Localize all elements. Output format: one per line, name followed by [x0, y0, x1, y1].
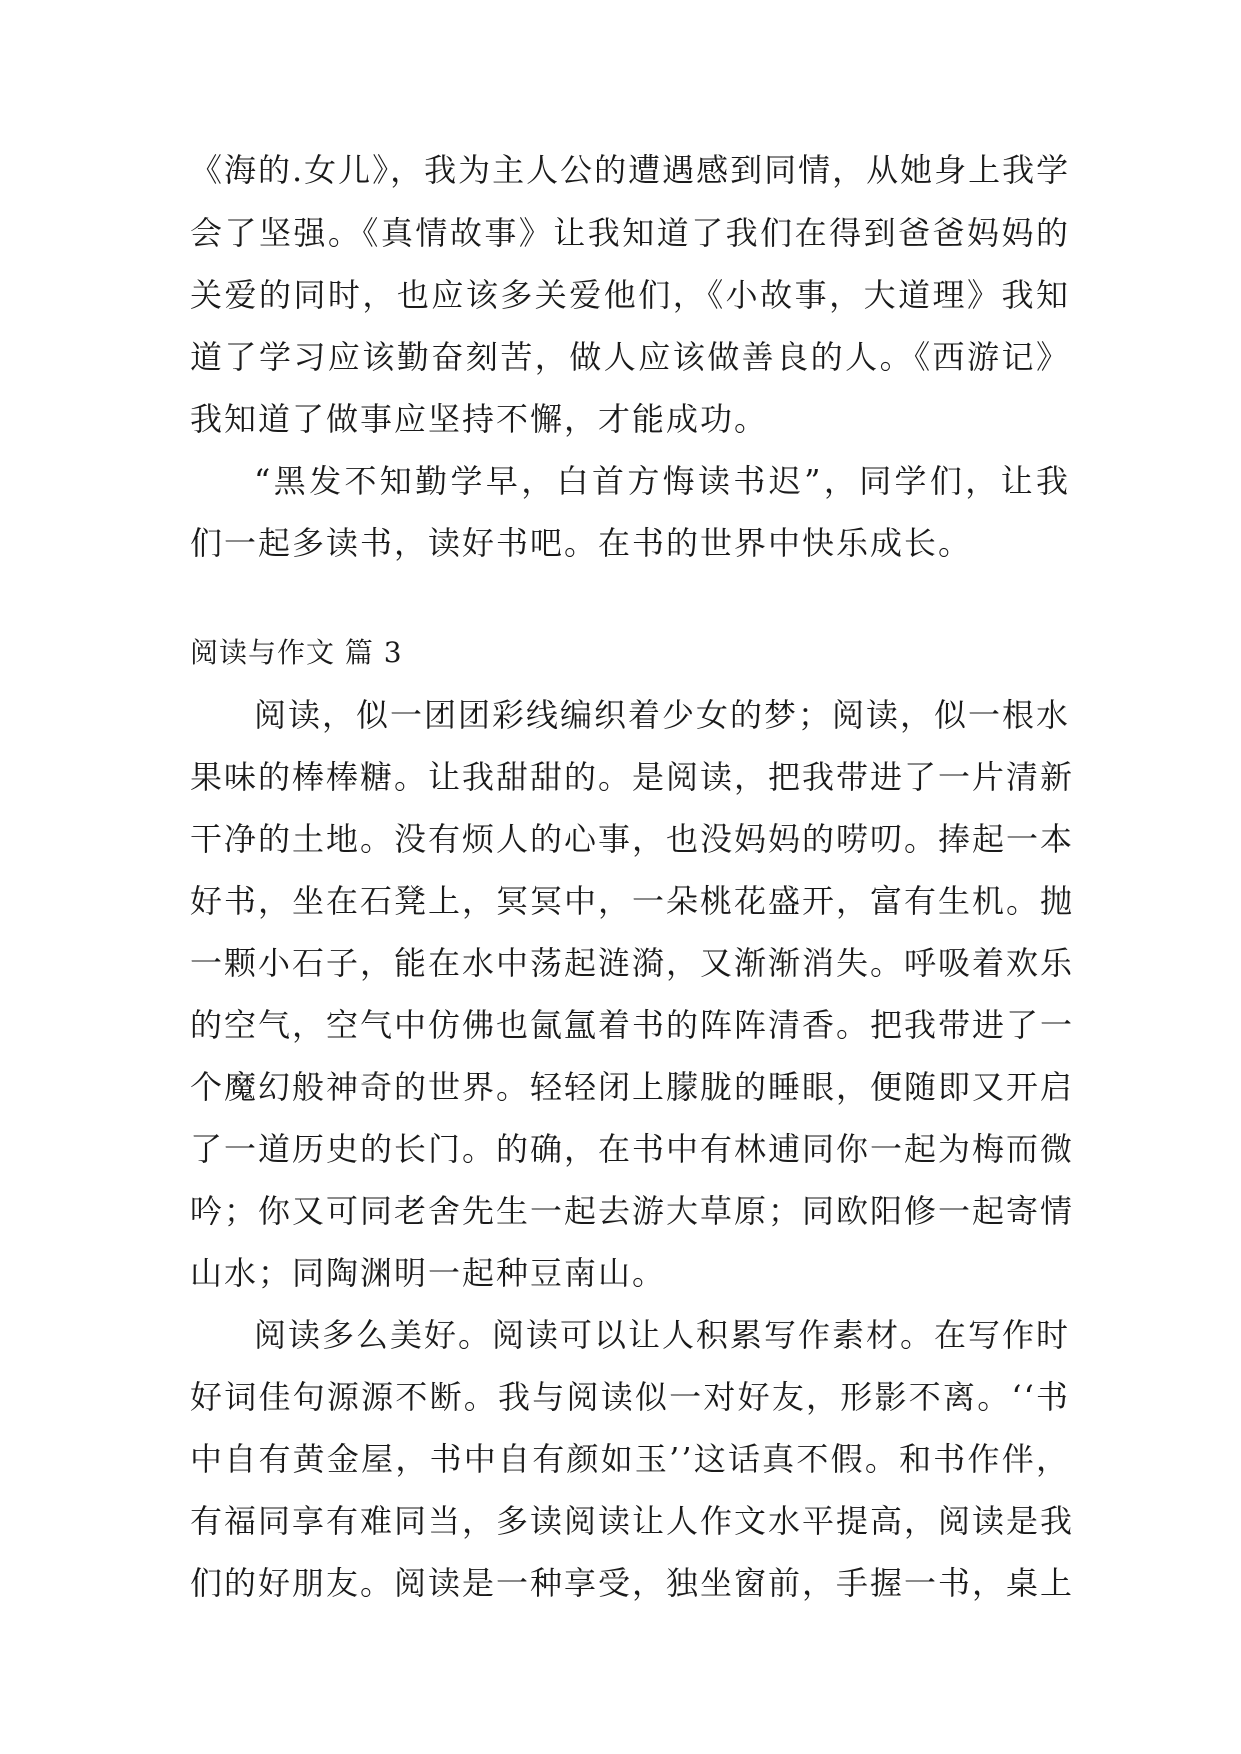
paragraph-3-line-9: 吟；你又可同老舍先生一起去游大草原；同欧阳修一起寄情	[190, 1192, 1075, 1230]
paragraph-1-line-5: 我知道了做事应坚持不懈，才能成功。	[190, 400, 769, 438]
paragraph-4-line-1: 阅读多么美好。阅读可以让人积累写作素材。在写作时	[254, 1316, 1071, 1354]
paragraph-4-line-4: 有福同享有难同当，多读阅读让人作文水平提高，阅读是我	[190, 1502, 1075, 1540]
paragraph-3-line-8: 了一道历史的长门。的确，在书中有林逋同你一起为梅而微	[190, 1130, 1075, 1168]
paragraph-4-line-3: 中自有黄金屋，书中自有颜如玉’’这话真不假。和书作伴，	[190, 1440, 1070, 1478]
paragraph-3-line-7: 个魔幻般神奇的世界。轻轻闭上朦胧的睡眼，便随即又开启	[190, 1068, 1075, 1106]
paragraph-1-line-2: 会了坚强。《真情故事》让我知道了我们在得到爸爸妈妈的	[190, 214, 1070, 252]
paragraph-1-line-4: 道了学习应该勤奋刻苦，做人应该做善良的人。《西游记》	[190, 338, 1070, 376]
paragraph-2-line-2: 们一起多读书，读好书吧。在书的世界中快乐成长。	[190, 524, 973, 562]
paragraph-1-line-1: 《海的.女儿》，我为主人公的遭遇感到同情，从她身上我学	[190, 151, 1071, 189]
paragraph-3-line-5: 一颗小石子，能在水中荡起涟漪，又渐渐消失。呼吸着欢乐	[190, 944, 1075, 982]
paragraph-1-line-3: 关爱的同时，也应该多关爱他们，《小故事，大道理》我知	[190, 276, 1070, 314]
paragraph-4-line-5: 们的好朋友。阅读是一种享受，独坐窗前，手握一书，桌上	[190, 1564, 1075, 1602]
paragraph-3-line-1: 阅读，似一团团彩线编织着少女的梦；阅读，似一根水	[254, 696, 1071, 734]
section-title: 阅读与作文 篇 3	[190, 636, 403, 669]
paragraph-3-line-3: 干净的土地。没有烦人的心事，也没妈妈的唠叨。捧起一本	[190, 820, 1075, 858]
paragraph-4-line-2: 好词佳句源源不断。我与阅读似一对好友，形影不离。‘‘书	[190, 1378, 1070, 1416]
paragraph-2-line-1: “黑发不知勤学早，白首方悔读书迟”，同学们，让我	[254, 462, 1070, 500]
paragraph-3-line-4: 好书，坐在石凳上，冥冥中，一朵桃花盛开，富有生机。抛	[190, 882, 1075, 920]
paragraph-3-line-10: 山水；同陶渊明一起种豆南山。	[190, 1254, 667, 1292]
paragraph-3-line-2: 果味的棒棒糖。让我甜甜的。是阅读，把我带进了一片清新	[190, 758, 1075, 796]
paragraph-3-line-6: 的空气，空气中仿佛也氤氲着书的阵阵清香。把我带进了一	[190, 1006, 1075, 1044]
